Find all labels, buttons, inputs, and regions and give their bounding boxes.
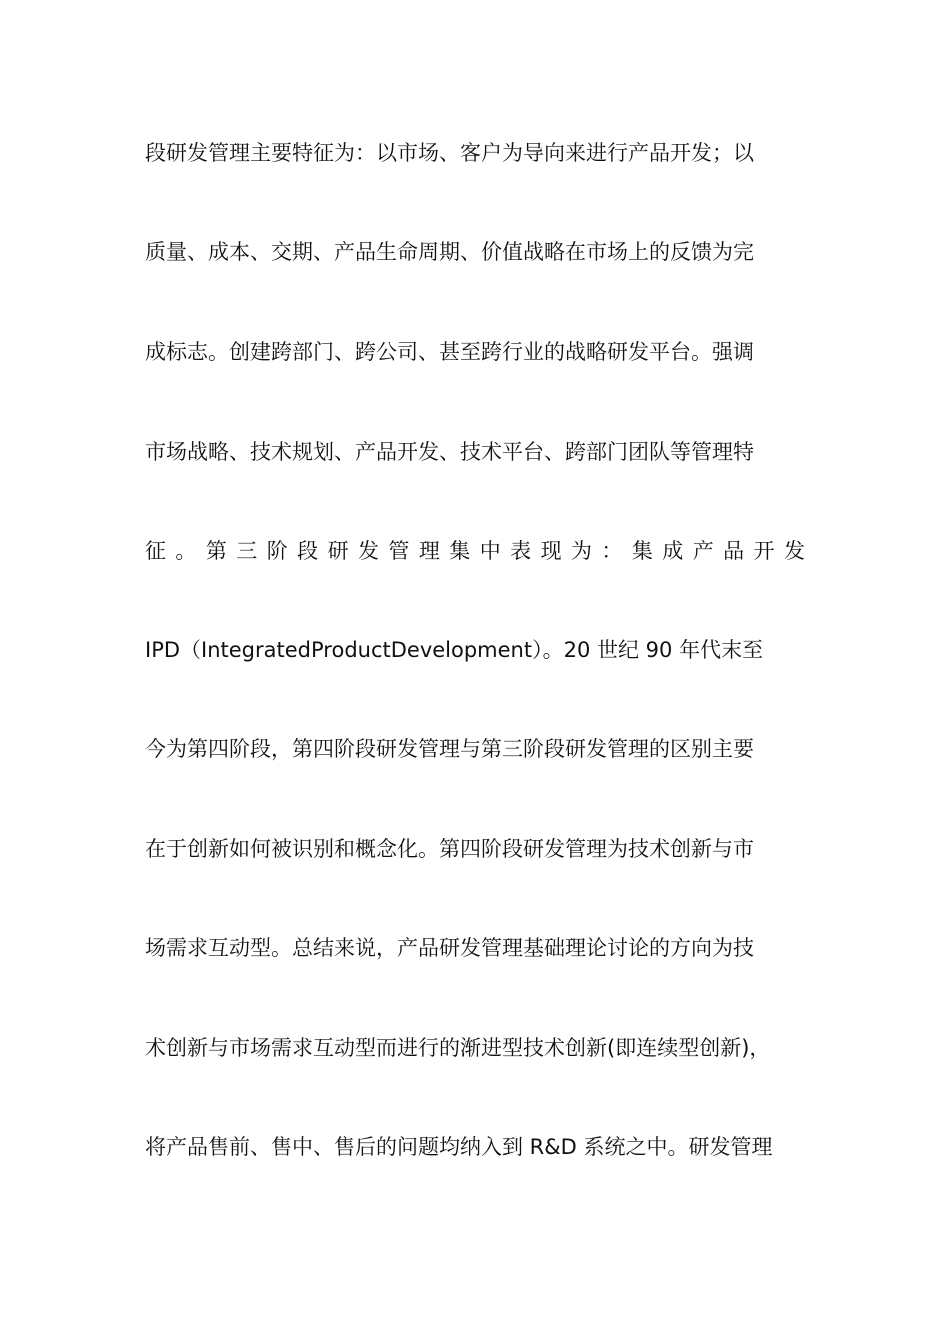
text-line-3: 成标志。创建跨部门、跨公司、甚至跨行业的战略研发平台。强调 xyxy=(145,340,754,364)
text-line-1: 段研发管理主要特征为：以市场、客户为导向来进行产品开发；以 xyxy=(145,141,754,165)
text-line-4: 市场战略、技术规划、产品开发、技术平台、跨部门团队等管理特 xyxy=(145,440,754,464)
text-line-7: 今为第四阶段，第四阶段研发管理与第三阶段研发管理的区别主要 xyxy=(145,737,754,761)
text-line-5: 征 。 第 三 阶 段 研 发 管 理 集 中 表 现 为 ： 集 成 产 品 开 发 xyxy=(145,539,805,563)
text-line-8: 在于创新如何被识别和概念化。第四阶段研发管理为技术创新与市 xyxy=(145,837,754,861)
text-line-2: 质量、成本、交期、产品生命周期、价值战略在市场上的反馈为完 xyxy=(145,240,754,264)
text-line-11: 将产品售前、售中、售后的问题均纳入到 R&D 系统之中。研发管理 xyxy=(145,1135,773,1159)
text-line-6: IPD（IntegratedProductDevelopment）。20 世纪 90 年代末至 xyxy=(145,638,764,662)
text-line-10: 术创新与市场需求互动型而进行的渐进型技术创新(即连续型创新)， xyxy=(145,1036,771,1060)
text-line-9: 场需求互动型。总结来说，产品研发管理基础理论讨论的方向为技 xyxy=(145,936,754,960)
